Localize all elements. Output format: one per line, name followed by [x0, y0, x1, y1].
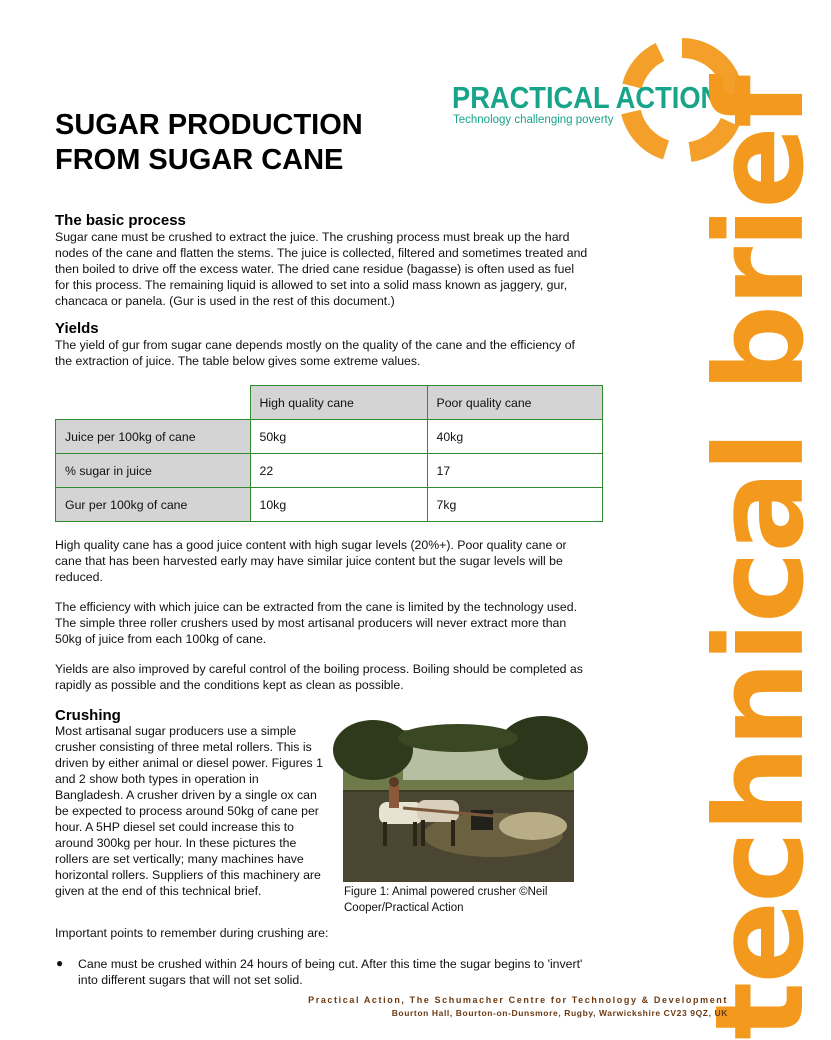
title-line-2: FROM SUGAR CANE	[55, 144, 344, 176]
table-cell: 7kg	[427, 488, 603, 522]
table-row-label: Gur per 100kg of cane	[56, 488, 251, 522]
table-row	[56, 454, 603, 488]
logo-name: PRACTICAL ACTION	[452, 80, 721, 115]
figure-1-photo	[343, 730, 574, 882]
table-cell: 22	[250, 454, 427, 488]
table-header-cell: High quality cane	[250, 386, 427, 420]
side-banner-text: technical brief	[689, 77, 831, 1040]
side-banner	[611, 77, 831, 1040]
table-row	[56, 488, 603, 522]
table-cell: 10kg	[250, 488, 427, 522]
footer-organisation: Practical Action, The Schumacher Centre for Technology & Development	[308, 995, 728, 1005]
footer-address: Bourton Hall, Bourton-on-Dunsmore, Rugby, Warwickshire CV23 9QZ, UK	[391, 1008, 728, 1018]
page-title	[55, 108, 415, 178]
crushing-points-intro: Important points to remember during crushing are:	[55, 926, 329, 940]
yields-paragraph-3: Yields are also improved by careful control of the boiling process. Boiling should be completed as rapidly as possible and the conditions kept as clean as possible.	[55, 662, 583, 692]
heading-basic-process: The basic process	[55, 212, 186, 229]
table-cell: 50kg	[250, 420, 427, 454]
table-header-cell	[56, 386, 251, 420]
table-cell: 17	[427, 454, 603, 488]
table-row-label: % sugar in juice	[56, 454, 251, 488]
table-row	[56, 420, 603, 454]
yields-paragraph-2: The efficiency with which juice can be extracted from the cane is limited by the technology used. The simple three roller crushers used by most artisanal producers will never extract more than 50kg of juice from each 100kg of cane.	[55, 600, 577, 646]
yields-intro-text: The yield of gur from sugar cane depends mostly on the quality of the cane and the efficiency of the extraction of juice. The table below gives some extreme values.	[55, 338, 575, 368]
crushing-text: Most artisanal sugar producers use a simple crusher consisting of three metal rollers. This is driven by either animal or diesel power. Figures 1 and 2 show both types in operation in Bangladesh. A crusher driven by a single ox can be expected to process around 50kg of cane per hour. A 5HP diesel set could increase this to around 300kg per hour. In these pictures the rollers are set vertically; many machines have horizontal rollers. Suppliers of this machinery are given at the end of this technical brief.	[55, 724, 323, 898]
heading-yields: Yields	[55, 320, 99, 337]
table-header-row	[56, 386, 603, 420]
table-row-label: Juice per 100kg of cane	[56, 420, 251, 454]
title-line-1: SUGAR PRODUCTION	[55, 109, 363, 141]
table-header-cell: Poor quality cane	[427, 386, 603, 420]
table-cell: 40kg	[427, 420, 603, 454]
logo-tagline: Technology challenging poverty	[453, 114, 614, 126]
basic-process-text: Sugar cane must be crushed to extract the juice. The crushing process must break up the hard nodes of the cane and flatten the stems. The juice is collected, filtered and sometimes treated and then boiled to drive off the excess water. The dried cane residue (bagasse) is often used as fuel for this process. The remaining liquid is allowed to set into a solid mass known as jaggery, gur, chancaca or panela. (Gur is used in the rest of this document.)	[55, 230, 588, 308]
yields-paragraph-1: High quality cane has a good juice content with high sugar levels (20%+). Poor quality cane or cane that has been harvested early may have similar juice content but the sugar levels will be reduced.	[55, 538, 567, 584]
yields-table	[55, 385, 603, 522]
bullet-icon: ●	[56, 956, 64, 970]
heading-crushing: Crushing	[55, 707, 121, 724]
figure-1-caption: Figure 1: Animal powered crusher ©Neil Cooper/Practical Action	[344, 886, 548, 914]
crushing-bullet-1: Cane must be crushed within 24 hours of being cut. After this time the sugar begins to 'invert' into different sugars that will not set solid.	[78, 957, 583, 987]
